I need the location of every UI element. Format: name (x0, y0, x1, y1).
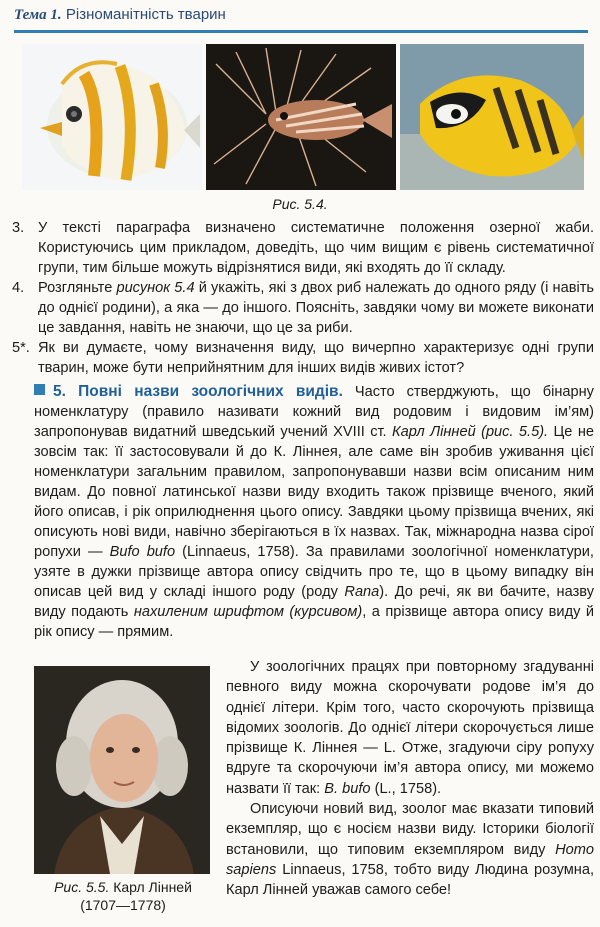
section-emphasis: Карл Лінней (рис. 5.5). (392, 424, 549, 440)
linnaeus-portrait (34, 666, 210, 874)
task-number: 3. (12, 220, 25, 236)
fish-photo-2 (206, 44, 396, 190)
species-name: Homo sapiens (226, 841, 594, 878)
section-text: Часто стверджують, що бінарну номенклатуру (правило називати кожний вид родовим і видовим ім’ям) запропонував видатний шведський учений XVIII ст. (34, 384, 594, 440)
figure-reference: рисунок 5.4 (116, 280, 195, 296)
paragraph-text: У зоологічних працях при повторному згадуванні певного виду можна скорочувати родове ім’я до однієї літери. Крім того, часто скорочують прізвища відомих зоологів. До однієї літери скорочується лише прізвище К. Ліннея — L. Отже, згадуючи сіру ропуху вдруге та скорочуючи ім’я автора опису, ми можемо назвати її так: (226, 659, 594, 797)
paragraph (226, 657, 594, 799)
right-column-text (226, 657, 594, 901)
section-text: ). До речі, як ви бачите, назву виду подають (34, 584, 594, 620)
task-text: й укажіть, які з двох риб належать до одного ряду (і навіть до однієї родини), а яка — до іншого. Поясніть, завдяки чому ви можете виконати це завдання, навіть не знаючи, що це за риби. (38, 280, 594, 336)
section-text: , а прізвище автора опису виду й рік опису — прямим. (34, 604, 594, 640)
paragraph (226, 799, 594, 900)
genus-name: Rana (344, 584, 380, 600)
section-text: Це не зовсім так: її застосовували й до К. Ліннея, але саме він зробив уживання цієї номенклатури загальним правилом, запропонувавши назви всім описаним ним видам. До повної латинської назви виду входить також прізвище вченого, який його описав, і рік оприлюднення цього опису. Завдяки цьому прізвища вчених, які описують нові види, навічно зберігаються в їх назвах. Так, міжнародна назва сірої ропухи — (34, 424, 594, 560)
task-list (12, 218, 594, 378)
fish-photo-1 (22, 44, 202, 190)
section-title: 5. Повні назви зоологічних видів. (53, 383, 343, 400)
theme-title: Різноманітність тварин (65, 6, 226, 23)
task-5 (12, 338, 594, 378)
section-5 (34, 382, 594, 642)
paragraph-text: Описуючи новий вид, зоолог має вказати типовий екземпляр, що є носієм назви виду. Історики біології встановили, що типовим екземпляром виду (226, 801, 594, 858)
section-text: (Linnaeus, 1758). За правилами зоологічної номенклатури, узяте в дужки прізвище автора опису свідчить про те, що в цьому випадку він описав цей вид у складі іншого роду (роду (34, 544, 594, 600)
caption-text: Карл Лінней (109, 879, 192, 895)
task-number: 5*. (12, 340, 30, 356)
task-text: Як ви думаєте, чому визначення виду, що вичерпно характеризує одні групи тварин, може бути неприйнятним для інших видів живих істот? (38, 340, 594, 376)
task-text: Розгляньте (38, 280, 117, 296)
figure-5-4-caption: Рис. 5.4. (272, 196, 328, 212)
page-header (14, 6, 588, 24)
paragraph-text: Linnaeus, 1758, тобто виду Людина розумна, Карл Лінней уважав самого себе! (226, 861, 594, 899)
header-divider (14, 30, 588, 33)
species-name: B. bufo (324, 780, 371, 797)
figure-5-5-caption (30, 878, 216, 914)
task-3 (12, 218, 594, 278)
caption-years: (1707—1778) (80, 897, 166, 913)
caption-label: Рис. 5.5. (54, 879, 110, 895)
task-text: У тексті параграфа визначено систематичне положення озерної жаби. Користуючись цим прикладом, доведіть, що чим вищим є рівень систематичної групи, тим більше можуть відрізнятися види, які входять до її складу. (38, 220, 594, 276)
task-4 (12, 278, 594, 338)
fish-photo-3 (400, 44, 584, 190)
section-emphasis: нахиленим шрифтом (курсивом) (133, 604, 363, 620)
theme-label: Тема 1. (14, 7, 62, 23)
section-marker-icon (34, 384, 45, 395)
paragraph-text: (L., 1758). (370, 780, 442, 797)
species-name: Bufo bufo (109, 544, 176, 560)
task-number: 4. (12, 280, 25, 296)
